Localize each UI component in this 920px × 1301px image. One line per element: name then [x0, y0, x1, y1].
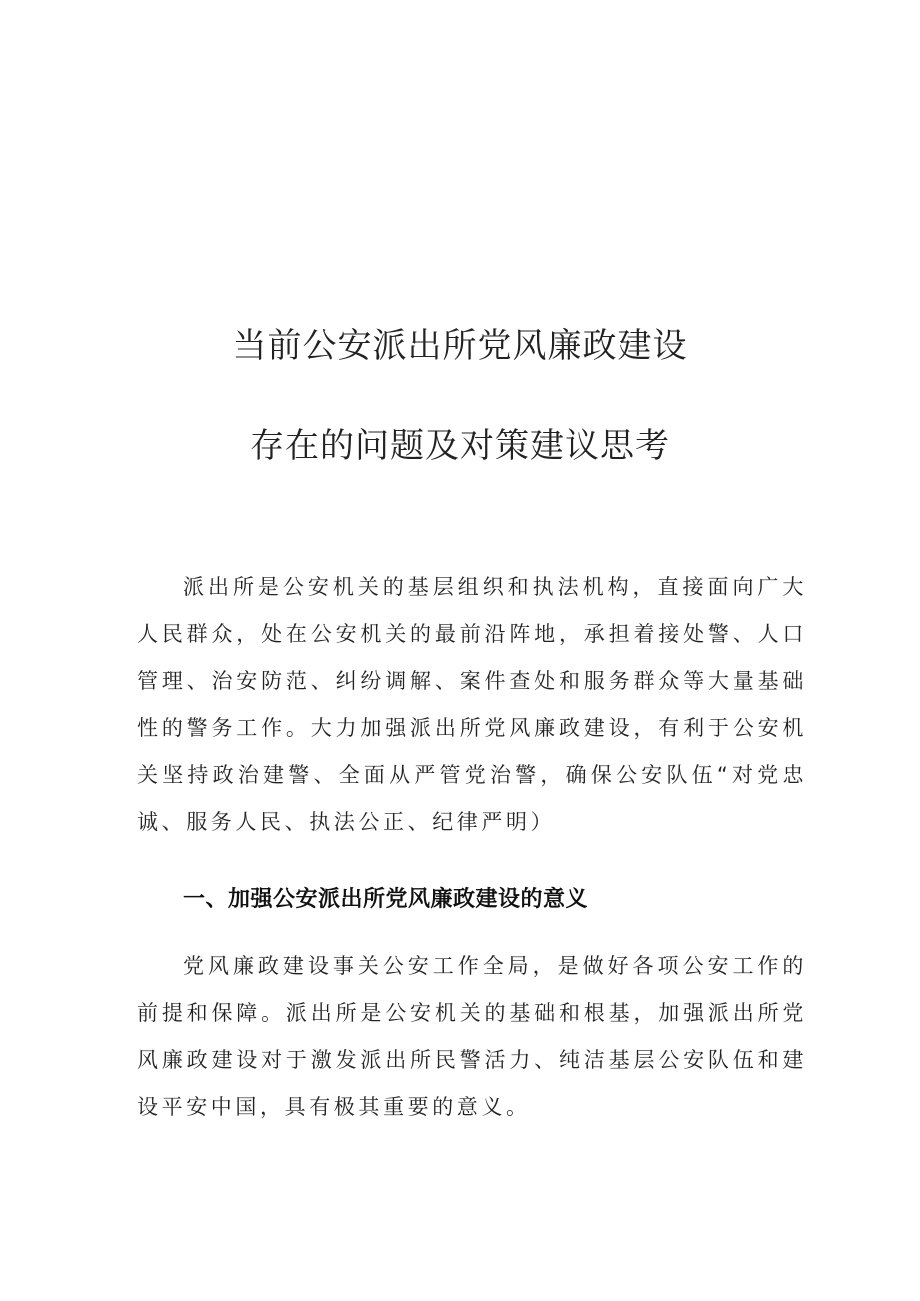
section-heading-1: 一、加强公安派出所党风廉政建设的意义 — [183, 887, 589, 912]
section-1-paragraph: 党风廉政建设事关公安工作全局，是做好各项公安工作的前提和保障。派出所是公安机关的基础和根基，加强派出所党风廉政建设对于激发派出所民警活力、纯洁基层公安队伍和建设平安中国，具有极其重要的意义。 — [137, 954, 807, 1119]
document-title-line-1: 当前公安派出所党风廉政建设 — [232, 326, 688, 366]
intro-paragraph: 派出所是公安机关的基层组织和执法机构，直接面向广大人民群众，处在公安机关的最前沿阵地，承担着接处警、人口管理、治安防范、纠纷调解、案件查处和服务群众等大量基础性的警务工作。大力加强派出所党风廉政建设，有利于公安机关坚持政治建警、全面从严管党治警，确保公安队伍“对党忠诚、服务人民、执法公正、纪律严明） — [137, 575, 807, 834]
document-title-line-2: 存在的问题及对策建议思考 — [250, 426, 670, 466]
